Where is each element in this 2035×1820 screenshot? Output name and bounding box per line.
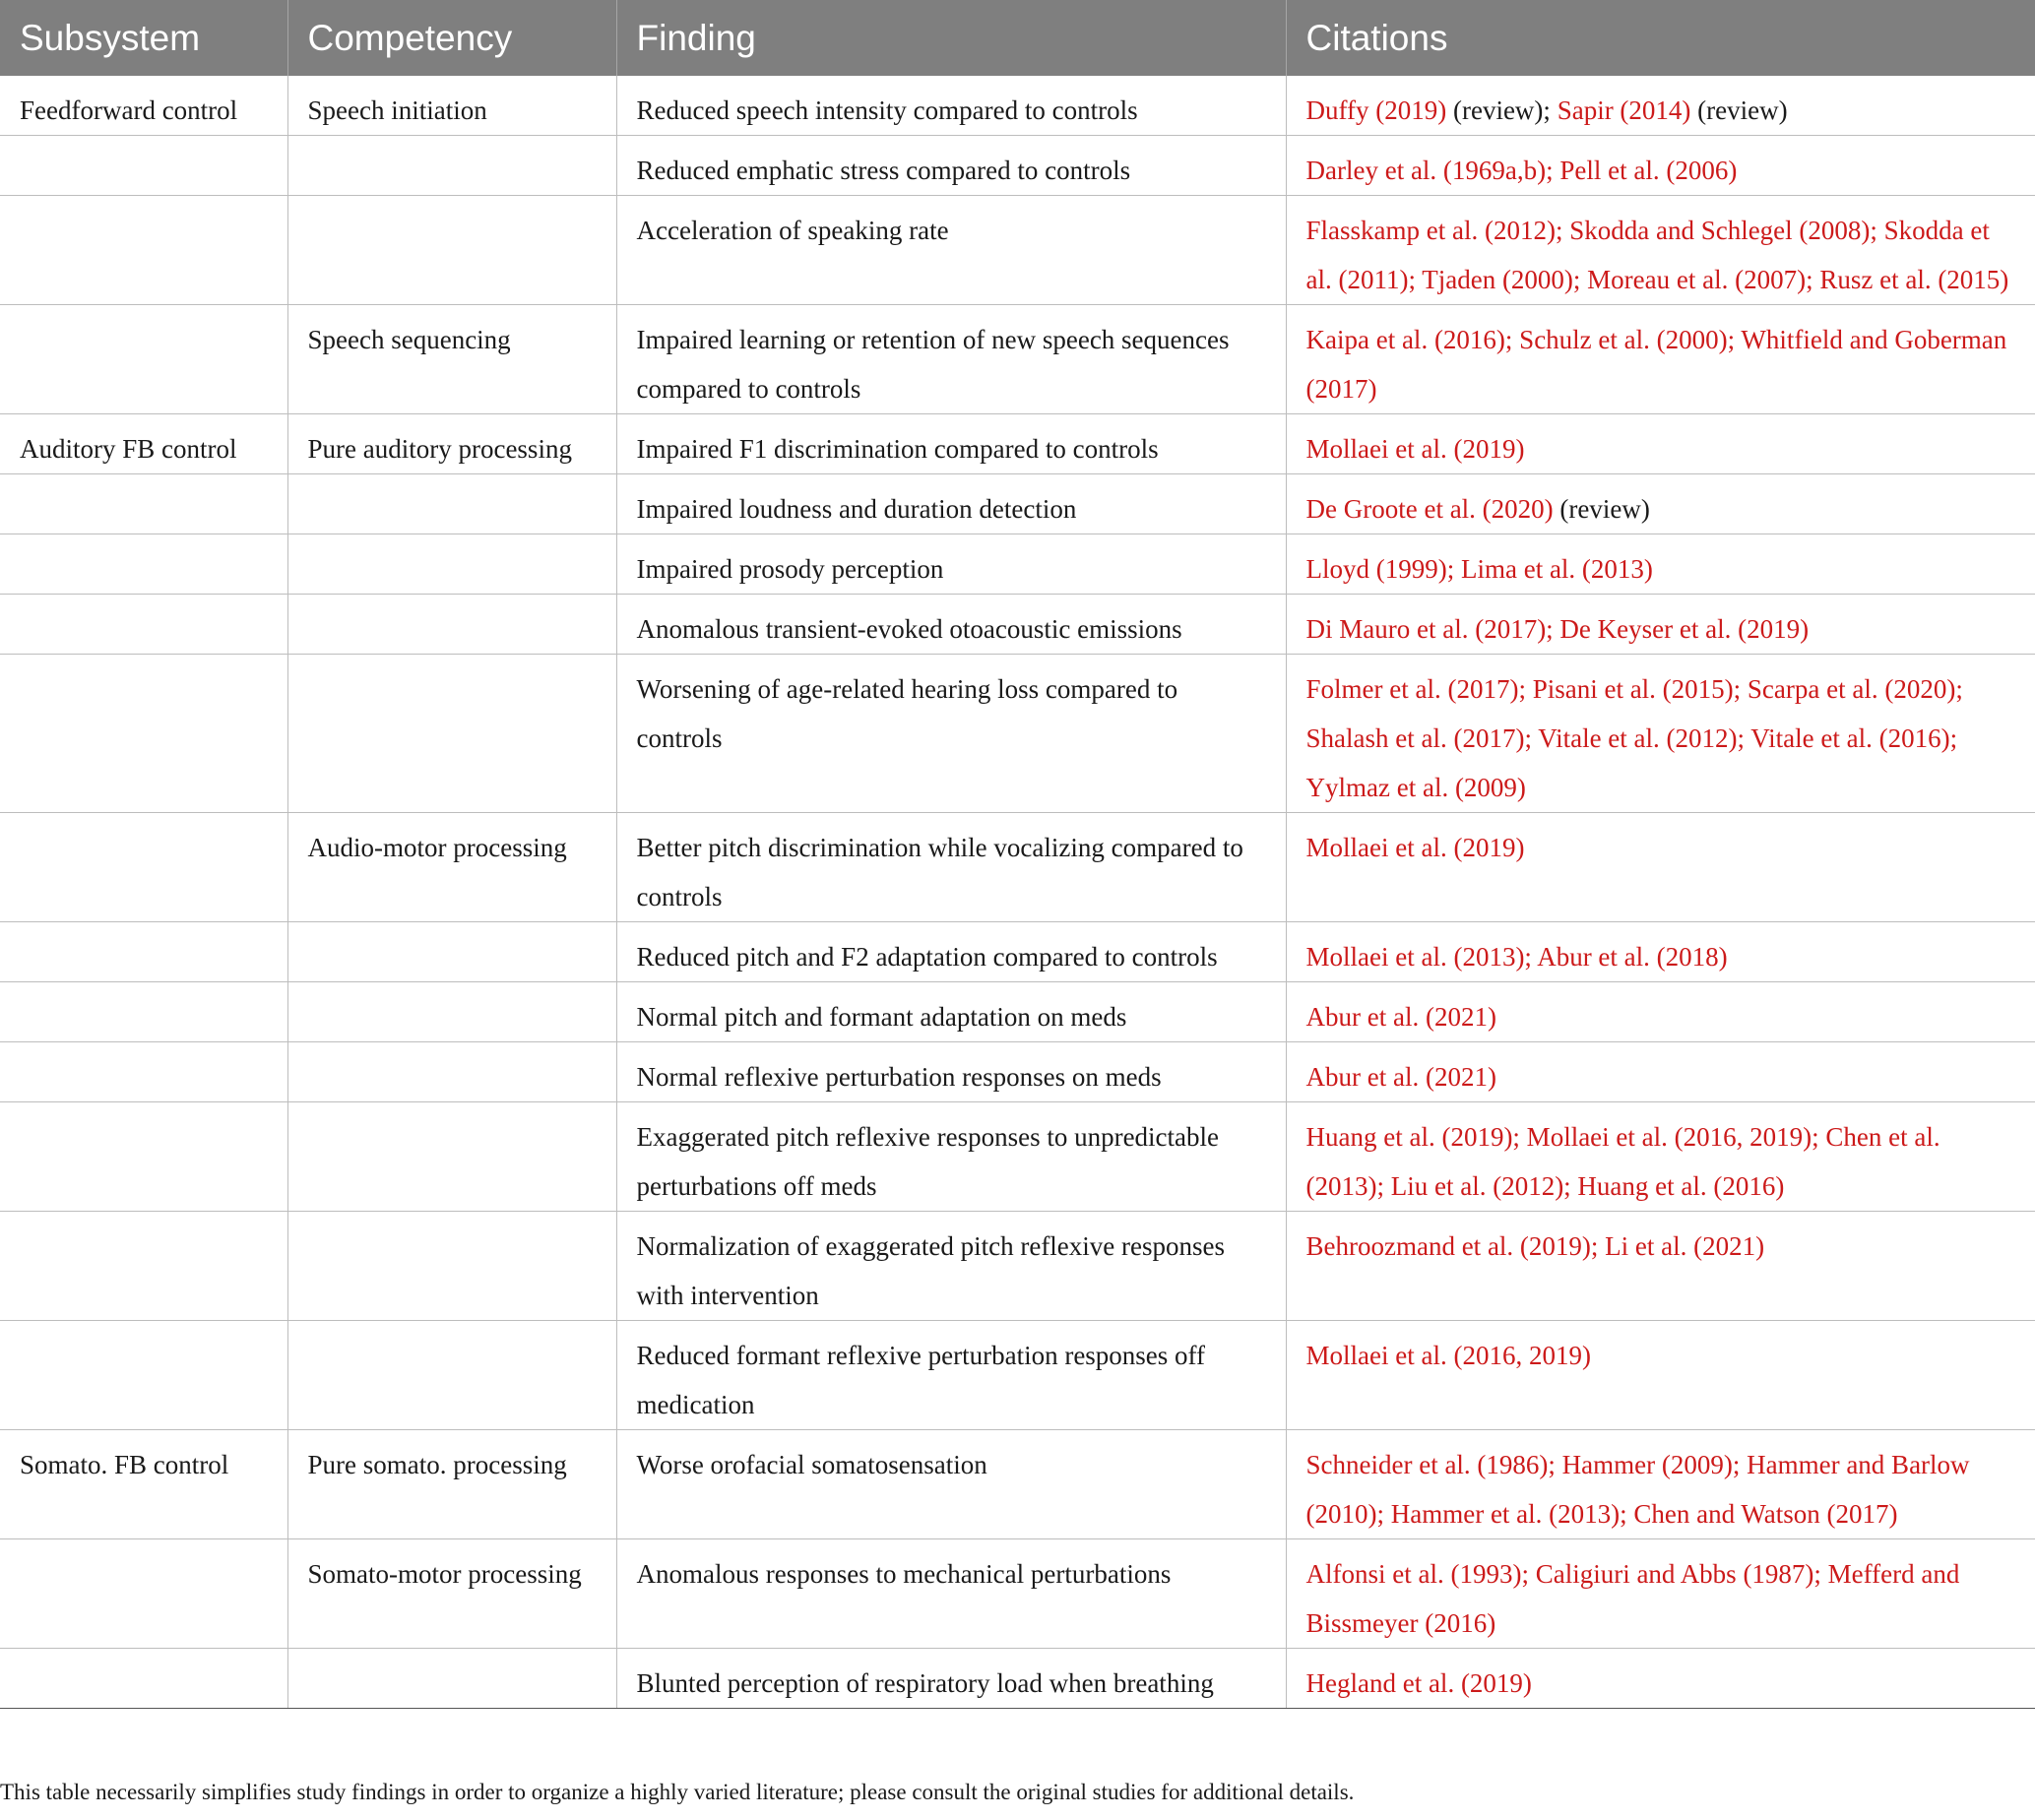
header-citations: Citations: [1286, 0, 2035, 76]
cell-subsystem: [0, 655, 287, 813]
citation-note: (review): [1553, 494, 1650, 524]
citation-link[interactable]: Di Mauro et al. (2017); De Keyser et al. (2019): [1305, 614, 1810, 644]
citation-link[interactable]: Alfonsi et al. (1993); Caligiuri and Abbs (1987); Mefferd and Bissmeyer (2016): [1305, 1559, 1960, 1638]
cell-finding: Reduced pitch and F2 adaptation compared to controls: [616, 922, 1286, 982]
table-row: [0, 534, 2035, 595]
citation-note: (review);: [1446, 95, 1558, 125]
cell-competency: [287, 196, 616, 305]
cell-competency: [287, 1042, 616, 1102]
table-footnote: This table necessarily simplifies study findings in order to organize a highly varied literature; please consult the original studies for additional details.: [0, 1780, 1355, 1804]
table-row: [0, 1042, 2035, 1102]
cell-finding: Anomalous transient-evoked otoacoustic emissions: [616, 595, 1286, 655]
cell-subsystem: [0, 982, 287, 1042]
cell-citations: [1286, 1539, 2035, 1649]
citation-link[interactable]: Sapir (2014): [1557, 95, 1691, 125]
cell-competency: [287, 534, 616, 595]
cell-citations: [1286, 922, 2035, 982]
table-body: [0, 76, 2035, 1709]
cell-citations: [1286, 1430, 2035, 1539]
cell-subsystem: [0, 1649, 287, 1709]
cell-citations: [1286, 305, 2035, 414]
cell-subsystem: Auditory FB control: [0, 414, 287, 474]
header-finding: Finding: [616, 0, 1286, 76]
cell-finding: Exaggerated pitch reflexive responses to unpredictable perturbations off meds: [616, 1102, 1286, 1212]
citation-link[interactable]: Schneider et al. (1986); Hammer (2009); Hammer and Barlow (2010); Hammer et al. (2013); Chen and Watson (2017): [1305, 1450, 1970, 1529]
cell-finding: Anomalous responses to mechanical perturbations: [616, 1539, 1286, 1649]
citation-link[interactable]: Darley et al. (1969a,b); Pell et al. (2006): [1305, 156, 1738, 185]
table-row: [0, 136, 2035, 196]
cell-competency: [287, 982, 616, 1042]
citation-link[interactable]: Kaipa et al. (2016); Schulz et al. (2000); Whitfield and Goberman (2017): [1305, 325, 2007, 404]
cell-competency: [287, 1649, 616, 1709]
header-row: [0, 0, 2035, 76]
cell-finding: Impaired F1 discrimination compared to controls: [616, 414, 1286, 474]
cell-finding: Impaired loudness and duration detection: [616, 474, 1286, 534]
citation-link[interactable]: Folmer et al. (2017); Pisani et al. (2015); Scarpa et al. (2020); Shalash et al. (2017); Vitale et al. (2012); Vitale et al. (2016); Yylmaz et al. (2009): [1305, 674, 1963, 802]
cell-citations: [1286, 534, 2035, 595]
cell-finding: Worse orofacial somatosensation: [616, 1430, 1286, 1539]
citation-link[interactable]: Mollaei et al. (2019): [1305, 833, 1525, 862]
table-row: [0, 414, 2035, 474]
citation-link[interactable]: Abur et al. (2021): [1305, 1002, 1496, 1032]
cell-citations: [1286, 1321, 2035, 1430]
citation-link[interactable]: Mollaei et al. (2016, 2019): [1305, 1341, 1591, 1370]
cell-subsystem: [0, 305, 287, 414]
cell-competency: [287, 474, 616, 534]
cell-competency: [287, 922, 616, 982]
cell-citations: [1286, 1649, 2035, 1709]
cell-finding: Normal pitch and formant adaptation on meds: [616, 982, 1286, 1042]
table-row: [0, 196, 2035, 305]
cell-competency: Pure auditory processing: [287, 414, 616, 474]
cell-citations: [1286, 982, 2035, 1042]
table-row: [0, 595, 2035, 655]
cell-competency: [287, 1321, 616, 1430]
cell-finding: Impaired learning or retention of new speech sequences compared to controls: [616, 305, 1286, 414]
table-row: [0, 813, 2035, 922]
table-row: [0, 305, 2035, 414]
cell-citations: [1286, 1042, 2035, 1102]
table-row: [0, 1539, 2035, 1649]
cell-competency: [287, 136, 616, 196]
cell-subsystem: [0, 922, 287, 982]
citation-link[interactable]: Abur et al. (2021): [1305, 1062, 1496, 1092]
cell-subsystem: Feedforward control: [0, 76, 287, 136]
header-subsystem: Subsystem: [0, 0, 287, 76]
cell-subsystem: Somato. FB control: [0, 1430, 287, 1539]
cell-subsystem: [0, 196, 287, 305]
cell-competency: Speech initiation: [287, 76, 616, 136]
citation-link[interactable]: Flasskamp et al. (2012); Skodda and Schlegel (2008); Skodda et al. (2011); Tjaden (2000); Moreau et al. (2007); Rusz et al. (2015): [1305, 216, 2009, 294]
cell-citations: [1286, 813, 2035, 922]
citation-link[interactable]: Duffy (2019): [1305, 95, 1447, 125]
cell-subsystem: [0, 595, 287, 655]
table-row: [0, 474, 2035, 534]
cell-citations: [1286, 595, 2035, 655]
cell-citations: [1286, 136, 2035, 196]
cell-competency: [287, 1102, 616, 1212]
cell-subsystem: [0, 474, 287, 534]
cell-finding: Worsening of age-related hearing loss compared to controls: [616, 655, 1286, 813]
cell-finding: Better pitch discrimination while vocalizing compared to controls: [616, 813, 1286, 922]
cell-citations: [1286, 474, 2035, 534]
cell-finding: Impaired prosody perception: [616, 534, 1286, 595]
cell-finding: Normal reflexive perturbation responses on meds: [616, 1042, 1286, 1102]
cell-finding: Acceleration of speaking rate: [616, 196, 1286, 305]
cell-subsystem: [0, 1539, 287, 1649]
cell-competency: [287, 655, 616, 813]
cell-citations: [1286, 76, 2035, 136]
citation-link[interactable]: Mollaei et al. (2013); Abur et al. (2018): [1305, 942, 1728, 972]
citation-link[interactable]: De Groote et al. (2020): [1305, 494, 1554, 524]
header-competency: Competency: [287, 0, 616, 76]
cell-finding: Reduced speech intensity compared to controls: [616, 76, 1286, 136]
cell-citations: [1286, 414, 2035, 474]
table-row: [0, 922, 2035, 982]
cell-subsystem: [0, 1102, 287, 1212]
table-row: [0, 982, 2035, 1042]
cell-competency: Somato-motor processing: [287, 1539, 616, 1649]
table-row: [0, 1649, 2035, 1709]
table-row: [0, 1212, 2035, 1321]
cell-subsystem: [0, 1321, 287, 1430]
cell-subsystem: [0, 1042, 287, 1102]
citation-link[interactable]: Behroozmand et al. (2019); Li et al. (2021): [1305, 1231, 1765, 1261]
cell-subsystem: [0, 136, 287, 196]
cell-finding: Normalization of exaggerated pitch reflexive responses with intervention: [616, 1212, 1286, 1321]
cell-citations: [1286, 1212, 2035, 1321]
table-row: [0, 1430, 2035, 1539]
table-row: [0, 1321, 2035, 1430]
citation-note: (review): [1690, 95, 1788, 125]
table-row: [0, 1102, 2035, 1212]
cell-finding: Blunted perception of respiratory load when breathing: [616, 1649, 1286, 1709]
cell-subsystem: [0, 534, 287, 595]
citation-link[interactable]: Mollaei et al. (2019): [1305, 434, 1525, 464]
cell-competency: Audio-motor processing: [287, 813, 616, 922]
cell-citations: [1286, 196, 2035, 305]
citation-link[interactable]: Hegland et al. (2019): [1305, 1668, 1532, 1698]
cell-citations: [1286, 655, 2035, 813]
table-row: [0, 655, 2035, 813]
cell-finding: Reduced formant reflexive perturbation responses off medication: [616, 1321, 1286, 1430]
table-header: [0, 0, 2035, 76]
cell-competency: Speech sequencing: [287, 305, 616, 414]
cell-subsystem: [0, 1212, 287, 1321]
citation-link[interactable]: Lloyd (1999); Lima et al. (2013): [1305, 554, 1653, 584]
cell-competency: [287, 595, 616, 655]
cell-finding: Reduced emphatic stress compared to controls: [616, 136, 1286, 196]
cell-citations: [1286, 1102, 2035, 1212]
table-row: [0, 76, 2035, 136]
cell-competency: Pure somato. processing: [287, 1430, 616, 1539]
citation-link[interactable]: Huang et al. (2019); Mollaei et al. (2016, 2019); Chen et al. (2013); Liu et al. (2012); Huang et al. (2016): [1305, 1122, 1940, 1201]
cell-competency: [287, 1212, 616, 1321]
cell-subsystem: [0, 813, 287, 922]
